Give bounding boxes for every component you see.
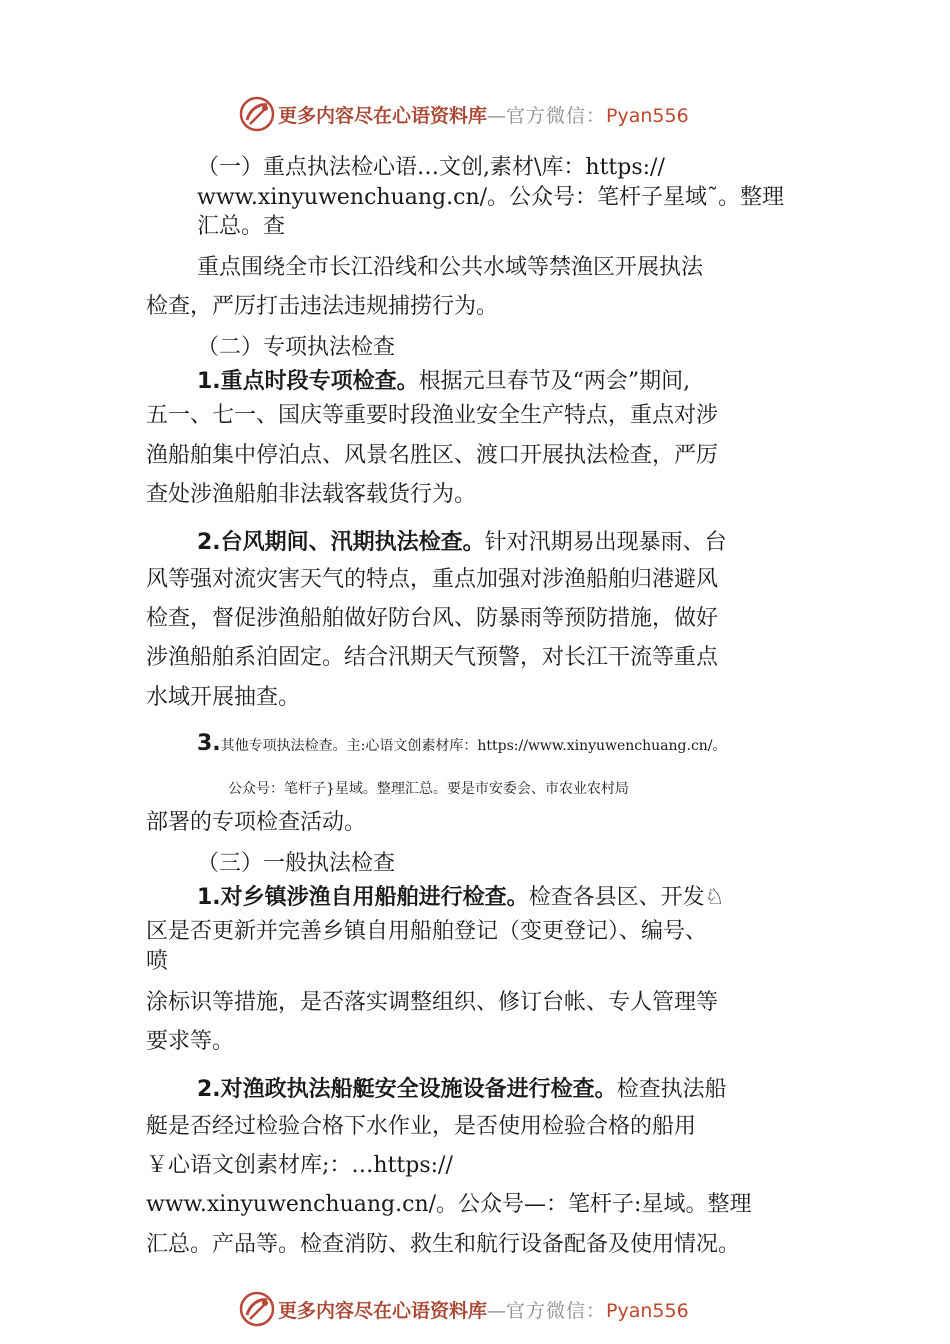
text-line [197,528,727,558]
text-line: 汇总。查 [197,214,286,239]
text-line: 部署的专项检查活动。 [146,810,367,835]
header-banner [0,94,950,134]
banner-text [278,1296,689,1323]
text-line: 涉渔船舶系泊固定。结合汛期天气预警，对长江干流等重点 [146,645,719,670]
item-text: 其他专项执法检查。主:心语文创素材库：https://www.xinyuwenchuang.cn/。 [220,738,727,754]
item-text: 检查各县区、开发♘ [528,885,725,910]
text-line: 喷 [146,949,169,974]
item-heading: 1.对乡镇涉渔自用船舶进行检查。 [197,885,529,910]
banner-main-text: 更多内容尽在心语资料库 [278,104,488,127]
text-line: 汇总。产品等。检查消防、救生和航行设备配备及使用情况。 [146,1232,741,1257]
text-line: 涂标识等措施，是否落实调整组织、修订台帐、专人管理等 [146,990,719,1015]
banner-wechat-label: 官方微信： [506,104,607,127]
banner-main-text: 更多内容尽在心语资料库 [278,1299,488,1322]
text-line: 水域开展抽查。 [146,685,301,710]
banner-text [278,101,689,128]
section-heading: （三）一般执法检查 [197,851,396,876]
text-line: 要求等。 [146,1029,235,1054]
text-line: 区是否更新并完善乡镇自用船舶登记（变更登记）、编号、 [146,919,708,944]
banner-dash: — [487,104,507,127]
text-line: 风等强对流灾害天气的特点，重点加强对涉渔船舶归港避风 [146,567,719,592]
text-line [197,367,690,397]
text-line: 检查，严厉打击违法违规捕捞行为。 [146,294,499,319]
text-line: www.xinyuwenchuang.cn/。公众号—：笔杆子:星域。整理 [146,1192,752,1217]
text-line: 查处涉渔船舶非法载客载货行为。 [146,482,477,507]
text-line: 五一、七一、国庆等重要时段渔业安全生产特点，重点对涉 [146,403,719,428]
banner-wechat-id: Pyan556 [606,1299,689,1322]
text-line: 重点围绕全市长江沿线和公共水域等禁渔区开展执法 [197,255,704,280]
item-text: 针对汛期易出现暴雨、台 [484,530,727,555]
item-heading: 1.重点时段专项检查。 [197,369,419,394]
text-line: 渔船舶集中停泊点、风景名胜区、渡口开展执法检查，严厉 [146,443,719,468]
text-line: www.xinyuwenchuang.cn/。公众号：笔杆子星域˜。整理 [197,185,785,210]
item-heading: 2.台风期间、汛期执法检查。 [197,530,485,555]
item-text: 根据元旦春节及“两会”期间, [418,369,691,394]
text-line [197,883,724,913]
footer-banner [0,1289,950,1329]
xinyu-logo-icon [238,1290,276,1328]
banner-wechat-label: 官方微信： [506,1299,607,1322]
text-line: 公众号：笔杆子}星域。整理汇总。要是市安委会、市农业农村局 [228,781,629,797]
text-line: ￥心语文创素材库;：…https:// [146,1153,453,1178]
xinyu-logo-icon [238,95,276,133]
text-line: 检查，督促涉渔船舶做好防台风、防暴雨等预防措施，做好 [146,606,719,631]
item-heading: 2.对渔政执法船艇安全设施设备进行检查。 [197,1077,617,1102]
text-line: （一）重点执法检心语…文创,素材\库：https:// [197,155,665,180]
text-line [197,731,727,756]
banner-dash: — [487,1299,507,1322]
item-heading: 3. [197,731,221,756]
section-heading: （二）专项执法检查 [197,335,396,360]
item-text: 检查执法船 [616,1077,727,1102]
text-line: 艇是否经过检验合格下水作业，是否使用检验合格的船用 [146,1114,697,1139]
banner-wechat-id: Pyan556 [606,104,689,127]
text-line [197,1075,727,1105]
